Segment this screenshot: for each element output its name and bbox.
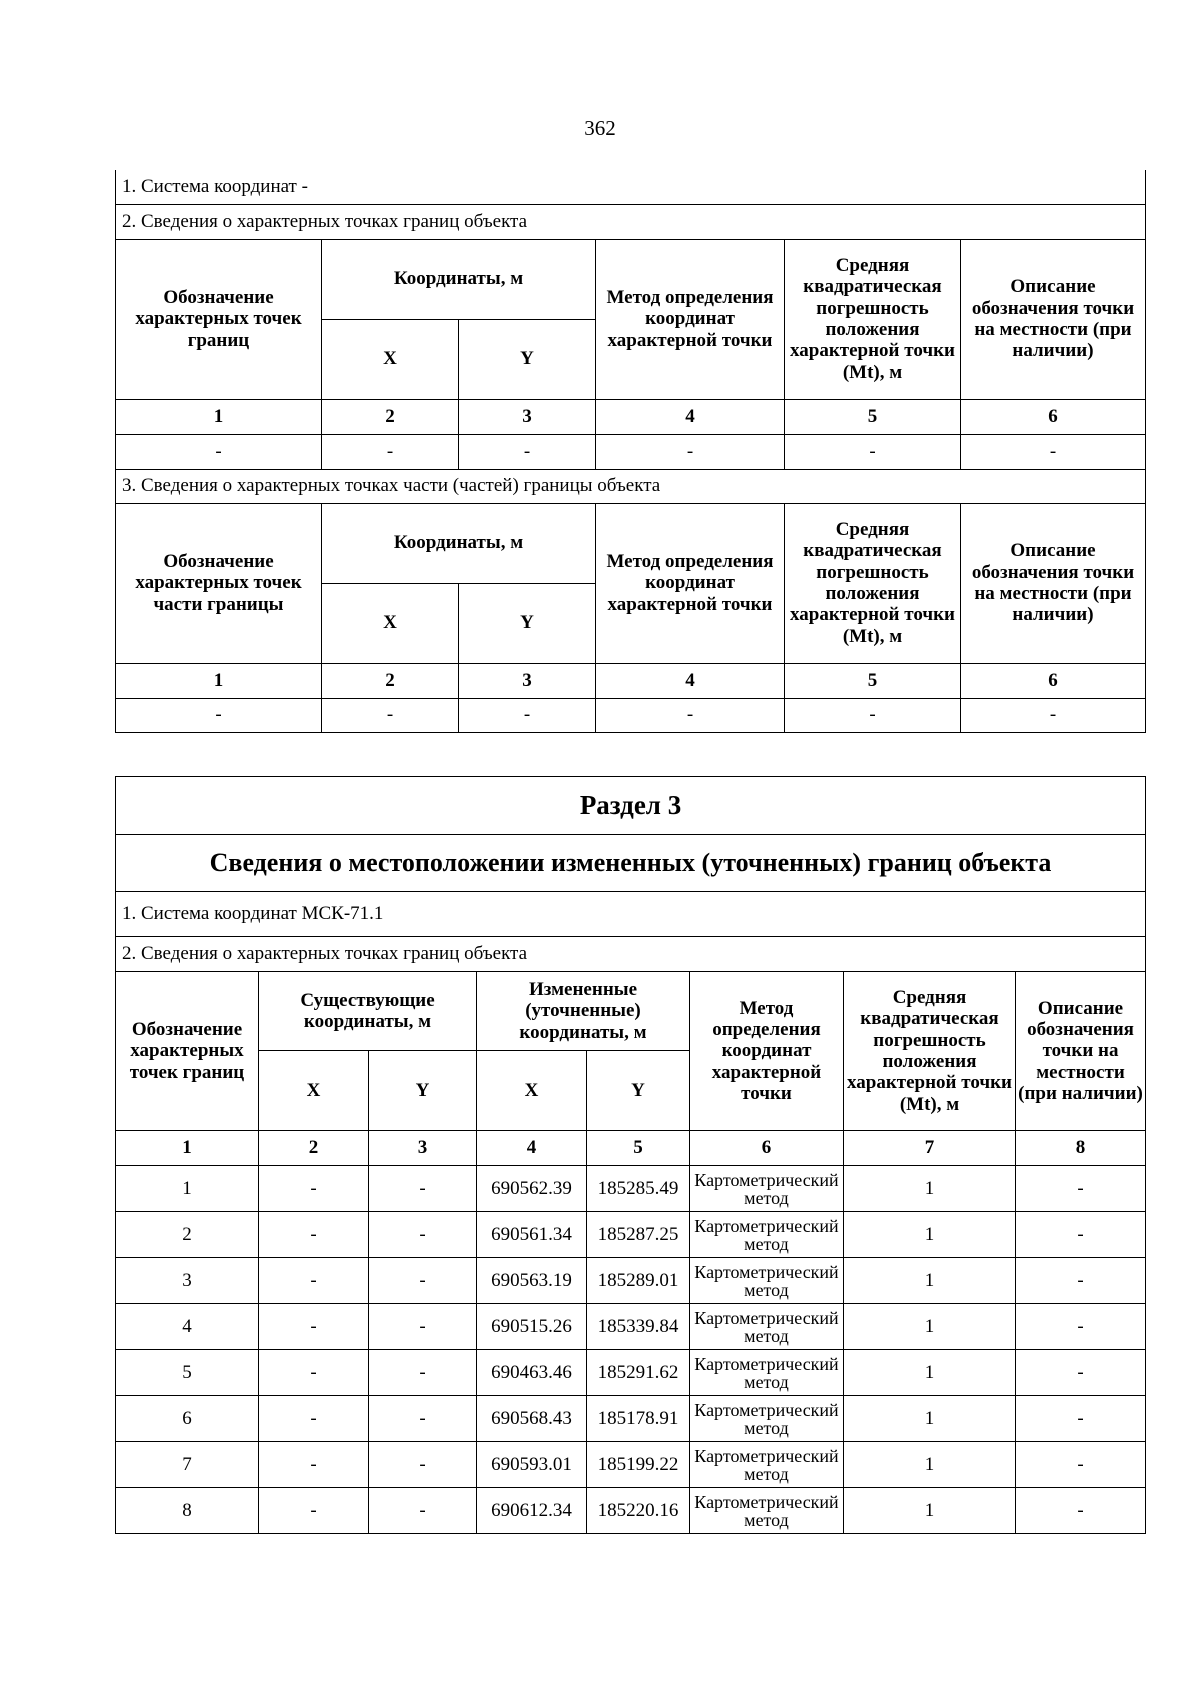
col-number: 8: [1016, 1131, 1146, 1166]
method-cell: Картометрический метод: [690, 1488, 844, 1534]
existing-x-cell: -: [259, 1258, 369, 1304]
col-number: 4: [477, 1131, 587, 1166]
col-number: 6: [961, 399, 1146, 434]
point-id-cell: 1: [116, 1166, 259, 1212]
changed-y-cell: 185291.62: [587, 1350, 690, 1396]
changed-x-cell: 690593.01: [477, 1442, 587, 1488]
changed-x-cell: 690568.43: [477, 1396, 587, 1442]
header-method: Метод определения координат характерной точки: [596, 239, 785, 399]
section-subtitle: Сведения о местоположении измененных (уточненных) границ объекта: [116, 835, 1146, 892]
header-x: X: [322, 319, 459, 399]
existing-y-cell: -: [369, 1350, 477, 1396]
col-number: 3: [459, 663, 596, 698]
existing-y-cell: -: [369, 1166, 477, 1212]
cell: -: [459, 434, 596, 469]
header-description: Описание обозначения точки на местности (при наличии): [961, 503, 1146, 663]
changed-x-cell: 690515.26: [477, 1304, 587, 1350]
method-cell: Картометрический метод: [690, 1350, 844, 1396]
col-number: 3: [369, 1131, 477, 1166]
point-id-cell: 8: [116, 1488, 259, 1534]
changed-y-cell: 185339.84: [587, 1304, 690, 1350]
col-number: 2: [322, 399, 459, 434]
error-cell: 1: [844, 1396, 1016, 1442]
col-number: 1: [116, 1131, 259, 1166]
changed-y-cell: 185220.16: [587, 1488, 690, 1534]
cell: -: [116, 698, 322, 732]
method-cell: Картометрический метод: [690, 1442, 844, 1488]
header-coords: Координаты, м: [322, 503, 596, 583]
changed-x-cell: 690563.19: [477, 1258, 587, 1304]
col-number: 4: [596, 399, 785, 434]
error-cell: 1: [844, 1304, 1016, 1350]
header-changed-coords: Измененные (уточненные) координаты, м: [477, 972, 690, 1051]
header-designation-part: Обозначение характерных точек части границы: [116, 503, 322, 663]
cell: -: [322, 698, 459, 732]
error-cell: 1: [844, 1350, 1016, 1396]
error-cell: 1: [844, 1442, 1016, 1488]
method-cell: Картометрический метод: [690, 1166, 844, 1212]
description-cell: -: [1016, 1396, 1146, 1442]
existing-x-cell: -: [259, 1488, 369, 1534]
header-y: Y: [459, 319, 596, 399]
changed-y-cell: 185178.91: [587, 1396, 690, 1442]
changed-y-cell: 185287.25: [587, 1212, 690, 1258]
existing-y-cell: -: [369, 1442, 477, 1488]
header-error: Средняя квадратическая погрешность положения характерной точки (Mt), м: [785, 503, 961, 663]
col-number: 2: [322, 663, 459, 698]
col-number: 2: [259, 1131, 369, 1166]
table-row: [116, 698, 1146, 732]
changed-y-cell: 185199.22: [587, 1442, 690, 1488]
table-row: [116, 1350, 1146, 1396]
description-cell: -: [1016, 1304, 1146, 1350]
point-id-cell: 3: [116, 1258, 259, 1304]
description-cell: -: [1016, 1442, 1146, 1488]
col-number: 3: [459, 399, 596, 434]
header-x: X: [477, 1051, 587, 1131]
header-coords: Координаты, м: [322, 239, 596, 319]
col-number: 5: [587, 1131, 690, 1166]
points-table-continued: [115, 170, 1146, 733]
changed-y-cell: 185285.49: [587, 1166, 690, 1212]
page-number: 362: [584, 116, 616, 140]
col-number: 4: [596, 663, 785, 698]
method-cell: Картометрический метод: [690, 1304, 844, 1350]
changed-x-cell: 690561.34: [477, 1212, 587, 1258]
existing-y-cell: -: [369, 1304, 477, 1350]
header-y: Y: [587, 1051, 690, 1131]
header-designation: Обозначение характерных точек границ: [116, 972, 259, 1131]
error-cell: 1: [844, 1166, 1016, 1212]
cell: -: [961, 698, 1146, 732]
points-heading: 2. Сведения о характерных точках границ объекта: [116, 937, 1146, 972]
header-description: Описание обозначения точки на местности (при наличии): [1016, 972, 1146, 1131]
cell: -: [961, 434, 1146, 469]
table-row: [116, 1396, 1146, 1442]
error-cell: 1: [844, 1258, 1016, 1304]
description-cell: -: [1016, 1258, 1146, 1304]
col-number: 5: [785, 399, 961, 434]
header-method: Метод определения координат характерной точки: [690, 972, 844, 1131]
cell: -: [785, 434, 961, 469]
point-id-cell: 7: [116, 1442, 259, 1488]
coord-system-row: 1. Система координат -: [116, 170, 1146, 204]
cell: -: [596, 434, 785, 469]
cell: -: [596, 698, 785, 732]
existing-x-cell: -: [259, 1166, 369, 1212]
point-id-cell: 5: [116, 1350, 259, 1396]
parts-heading: 3. Сведения о характерных точках части (частей) границы объекта: [116, 469, 1146, 503]
existing-x-cell: -: [259, 1442, 369, 1488]
col-number: 1: [116, 663, 322, 698]
col-number: 5: [785, 663, 961, 698]
header-method: Метод определения координат характерной точки: [596, 503, 785, 663]
description-cell: -: [1016, 1212, 1146, 1258]
section-title: Раздел 3: [116, 777, 1146, 835]
existing-y-cell: -: [369, 1212, 477, 1258]
header-x: X: [259, 1051, 369, 1131]
changed-x-cell: 690612.34: [477, 1488, 587, 1534]
description-cell: -: [1016, 1488, 1146, 1534]
error-cell: 1: [844, 1212, 1016, 1258]
existing-y-cell: -: [369, 1488, 477, 1534]
existing-y-cell: -: [369, 1258, 477, 1304]
cell: -: [459, 698, 596, 732]
point-id-cell: 6: [116, 1396, 259, 1442]
existing-x-cell: -: [259, 1304, 369, 1350]
cell: -: [785, 698, 961, 732]
points-heading: 2. Сведения о характерных точках границ объекта: [116, 204, 1146, 239]
method-cell: Картометрический метод: [690, 1212, 844, 1258]
header-y: Y: [459, 583, 596, 663]
col-number: 6: [690, 1131, 844, 1166]
header-x: X: [322, 583, 459, 663]
cell: -: [116, 434, 322, 469]
col-number: 1: [116, 399, 322, 434]
table-row: [116, 1442, 1146, 1488]
table-row: [116, 1166, 1146, 1212]
table-row: [116, 1258, 1146, 1304]
section3-table: [115, 776, 1146, 1534]
existing-x-cell: -: [259, 1396, 369, 1442]
header-designation: Обозначение характерных точек границ: [116, 239, 322, 399]
method-cell: Картометрический метод: [690, 1396, 844, 1442]
header-description: Описание обозначения точки на местности (при наличии): [961, 239, 1146, 399]
table-row: [116, 1304, 1146, 1350]
changed-x-cell: 690463.46: [477, 1350, 587, 1396]
point-id-cell: 4: [116, 1304, 259, 1350]
header-error: Средняя квадратическая погрешность положения характерной точки (Mt), м: [785, 239, 961, 399]
header-y: Y: [369, 1051, 477, 1131]
table-row: [116, 1212, 1146, 1258]
col-number: 7: [844, 1131, 1016, 1166]
cell: -: [322, 434, 459, 469]
point-id-cell: 2: [116, 1212, 259, 1258]
description-cell: -: [1016, 1166, 1146, 1212]
coord-system-row: 1. Система координат МСК-71.1: [116, 892, 1146, 937]
table-row: [116, 1488, 1146, 1534]
header-existing-coords: Существующие координаты, м: [259, 972, 477, 1051]
existing-y-cell: -: [369, 1396, 477, 1442]
existing-x-cell: -: [259, 1350, 369, 1396]
changed-x-cell: 690562.39: [477, 1166, 587, 1212]
existing-x-cell: -: [259, 1212, 369, 1258]
table-row: [116, 434, 1146, 469]
col-number: 6: [961, 663, 1146, 698]
changed-y-cell: 185289.01: [587, 1258, 690, 1304]
header-error: Средняя квадратическая погрешность положения характерной точки (Mt), м: [844, 972, 1016, 1131]
description-cell: -: [1016, 1350, 1146, 1396]
method-cell: Картометрический метод: [690, 1258, 844, 1304]
error-cell: 1: [844, 1488, 1016, 1534]
